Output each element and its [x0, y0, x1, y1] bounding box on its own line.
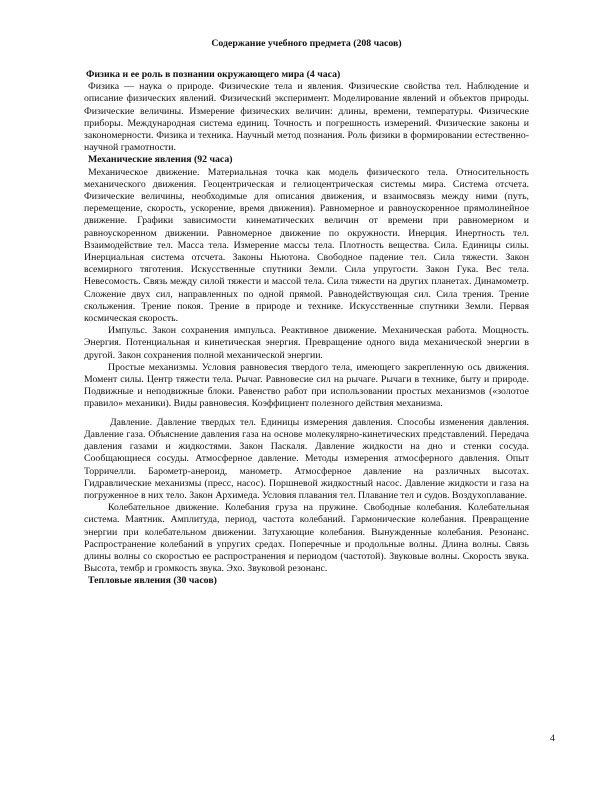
document-body — [84, 38, 529, 588]
paragraph-oscillations: Колебательное движение. Колебания груза на пружине. Свободные колебания. Колебательная система. Маятник. Амплитуда, период, частота колебаний. Гармонические колебания. Превращение энергии при колебательном движении. Затухающие колебания. Вынужденные колебания. Резонанс. Распространение колебаний в упругих средах. Поперечные и продольные волны. Длина волны. Связь длины волны со скоростью ее распространения и периодом (частотой). Звуковые волны. Скорость звука. Высота, тембр и громкость звука. Эхо. Звуковой резонанс. — [84, 502, 529, 575]
page-number: 4 — [550, 733, 555, 744]
paragraph-momentum: Импульс. Закон сохранения импульса. Реактивное движение. Механическая работа. Мощность. Энергия. Потенциальная и кинетическая энергия. Превращение одного вида механической энергии в другой. Закон сохранения полной механической энергии. — [84, 325, 529, 361]
section-heading-physics-role: Физика и ее роль в познании окружающего мира (4 часа) — [86, 69, 341, 80]
section-heading-mechanics: Механические явления (92 часа) — [88, 154, 233, 166]
paragraph-mechanical-motion: Механическое движение. Материальная точка как модель физического тела. Относительность механического движения. Геоцентрическая и гелиоцентрическая системы мира. Система отсчета. Физические величины, необходимые для описания движения, и взаимосвязь между ними (путь, перемещение, скорость, ускорение, время движения). Равномерное и равноускоренное прямолинейное движение. Графики зависимости кинематических величин от времени при равномерном и равноускоренном движении. Равномерное движение по окружности. Инерция. Инертность тел. Взаимодействие тел. Масса тела. Измерение массы тела. Плотность вещества. Сила. Единицы силы. Инерциальная система отсчета. Законы Ньютона. Свободное падение тел. Сила тяжести. Закон всемирного тяготения. Искусственные спутники Земли. Сила упругости. Закон Гука. Вес тела. Невесомость. Связь между силой тяжести и массой тела. Сила тяжести на других планетах. Динамометр. Сложение двух сил, направленных по одной прямой. Равнодействующая сил. Сила трения. Трение скольжения. Трение покоя. Трение в природе и технике. Искусственные спутники Земли. Первая космическая скорость. — [84, 166, 529, 325]
paragraph-pressure: Давление. Давление твердых тел. Единицы измерения давления. Способы изменения давления. Давление газа. Объяснение давления газа на основе молекулярно-кинетических представлений. Передача давления газами и жидкостями. Закон Паскаля. Давление жидкости на дно и стенки сосуда. Сообщающиеся сосуды. Атмосферное давление. Методы измерения атмосферного давления. Опыт Торричелли. Барометр-анероид, манометр. Атмосферное давление на различных высотах. Гидравлические механизмы (пресс, насос). Поршневой жидкостный насос. Давление жидкости и газа на погруженное в них тело. Закон Архимеда. Условия плавания тел. Плавание тел и судов. Воздухоплавание. — [84, 416, 529, 501]
paragraph-simple-machines: Простые механизмы. Условия равновесия твердого тела, имеющего закрепленную ось движения. Момент силы. Центр тяжести тела. Рычаг. Равновесие сил на рычаге. Рычаги в технике, быту и природе. Подвижные и неподвижные блоки. Равенство работ при использовании простых механизмов («золотое правило» механики). Виды равновесия. Коэффициент полезного действия механизма. — [84, 361, 529, 410]
document-title: Содержание учебного предмета (208 часов) — [211, 38, 402, 49]
section-heading-thermal: Тепловые явления (30 часов) — [88, 575, 217, 587]
paragraph-physics-intro: Физика — наука о природе. Физические тела и явления. Физические свойства тел. Наблюдение и описание физических явлений. Физический эксперимент. Моделирование явлений и объектов природы. Физические величины. Измерение физических величин: длины, времени, температуры. Физические приборы. Международная система единиц. Точность и погрешность измерений. Физические законы и закономерности. Физика и техника. Научный метод познания. Роль физики в формировании естественно-научной грамотности. — [84, 81, 529, 154]
